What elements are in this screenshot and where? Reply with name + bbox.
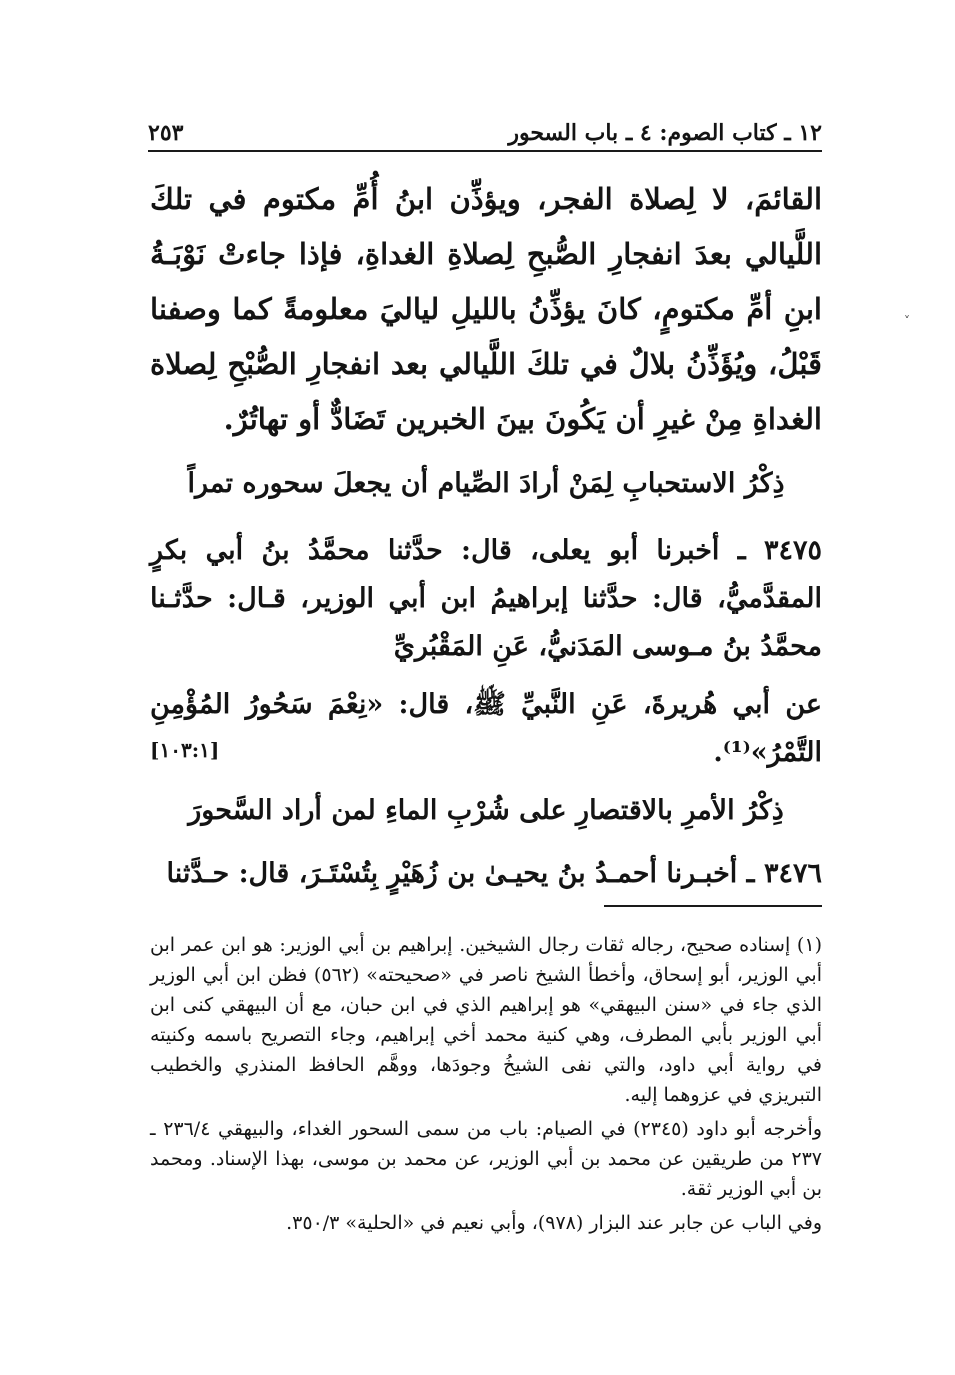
- footnote-1-continued: وأخرجه أبو داود (٢٣٤٥) في الصيام: باب من سمى السحور الغداء، والبيهقي ٢٣٦/٤ ـ ٢٣٧ من طريقين عن محمد بن أبي الوزير، عن محمد بن موسى، بهذا الإسناد. ومحمد بن أبي الوزير ثقة.: [150, 1118, 823, 1200]
- margin-mark-icon: ˅: [904, 314, 910, 328]
- hadith-3476-isnad: ٣٤٧٦ ـ أخبـرنا أحمـدُ بنُ يحيـىٰ بن زُهَيْرٍ بِتُسْتَـرَ، قال: حـدَّثنا: [166, 858, 822, 889]
- hadith-3475-isnad: ٣٤٧٥ ـ أخبرنا أبو يعلى، قال: حدَّثنا محمَّدُ بنُ أبي بكرٍ المقدَّميُّ، قال: حدَّثنا إبراهيمُ ابن أبي الوزير، قـال: حدَّثـنا محمَّدُ بنُ مـوسى المَدَنيُّ، عَنِ المَقْبُريِّ: [150, 535, 822, 662]
- hadith-reference: [١٠٣:١]: [150, 738, 220, 762]
- main-paragraph: القائمَ، لا لِصلاة الفجر، ويؤذِّن ابنُ أُمِّ مكتوم في تلكَ اللَّيالي بعدَ انفجارِ الصُّبحِ لِصلاةِ الغداةِ، فإذا جاءتْ نَوْبَـةُ ابنِ أمِّ مكتومٍ، كانَ يؤذِّنُ بالليلِ لياليَ معلومةً كما وصفنا قَبْلُ، ويُؤَذِّنُ بلالٌ في تلكَ اللَّيالي بعد انفجارِ الصُّبْحِ لِصلاة الغداةِ مِنْ غيرِ أن يَكُونَ بينَ الخبرين تَضَادٌّ أو تهاتُرٌ.: [150, 182, 822, 436]
- hadith-3475-matn: عن أبي هُريرةَ، عَنِ النَّبيِّ ﷺ، قال: «نِعْمَ سَحُورُ المُؤْمِنِ التَّمْرُ»⁽¹⁾.: [150, 689, 822, 768]
- header-title: ١٢ ـ كتاب الصوم: ٤ ـ باب السحور: [508, 120, 822, 146]
- section-heading-2: ذِكْرُ الأمرِ بالاقتصارِ على شُرْبِ الماءِ لمن أراد السَّحورَ: [188, 795, 784, 826]
- footnote-1-additional: وفي الباب عن جابر عند البزار (٩٧٨)، وأبي نعيم في «الحلية» ٣٥٠/٣.: [286, 1212, 822, 1234]
- page-number: ٢٥٣: [148, 120, 184, 146]
- section-heading-1: ذِكْرُ الاستحبابِ لِمَنْ أرادَ الصِّيام أن يجعلَ سحوره تمراً: [187, 468, 785, 499]
- footnotes: [150, 930, 822, 1242]
- footnote-1: (١) إسناده صحيح، رجاله ثقات رجال الشيخين. إبراهيم بن أبي الوزير: هو ابن عمر ابن أبي الوزير، أبو إسحاق، وأخطأ الشيخ ناصر في «صحيحته» (٥٦٢) فظن ابن أبي الوزير الذي جاء في «سنن البيهقي» هو إبراهيم الذي في ابن حبان، مع أن البيهقي كنى ابن أبي الوزير بأبي المطرف، وهي كنية محمد أخي إبراهيم، وجاء التصريح باسمه وكنيته في رواية أبي داود، والتي نفى الشيخُ وجودَها، ووهَّم الحافظ المنذري والخطيب التبريزي في عزوهما إليه.: [150, 934, 822, 1106]
- footnote-divider: [604, 905, 822, 907]
- running-header: [148, 112, 822, 152]
